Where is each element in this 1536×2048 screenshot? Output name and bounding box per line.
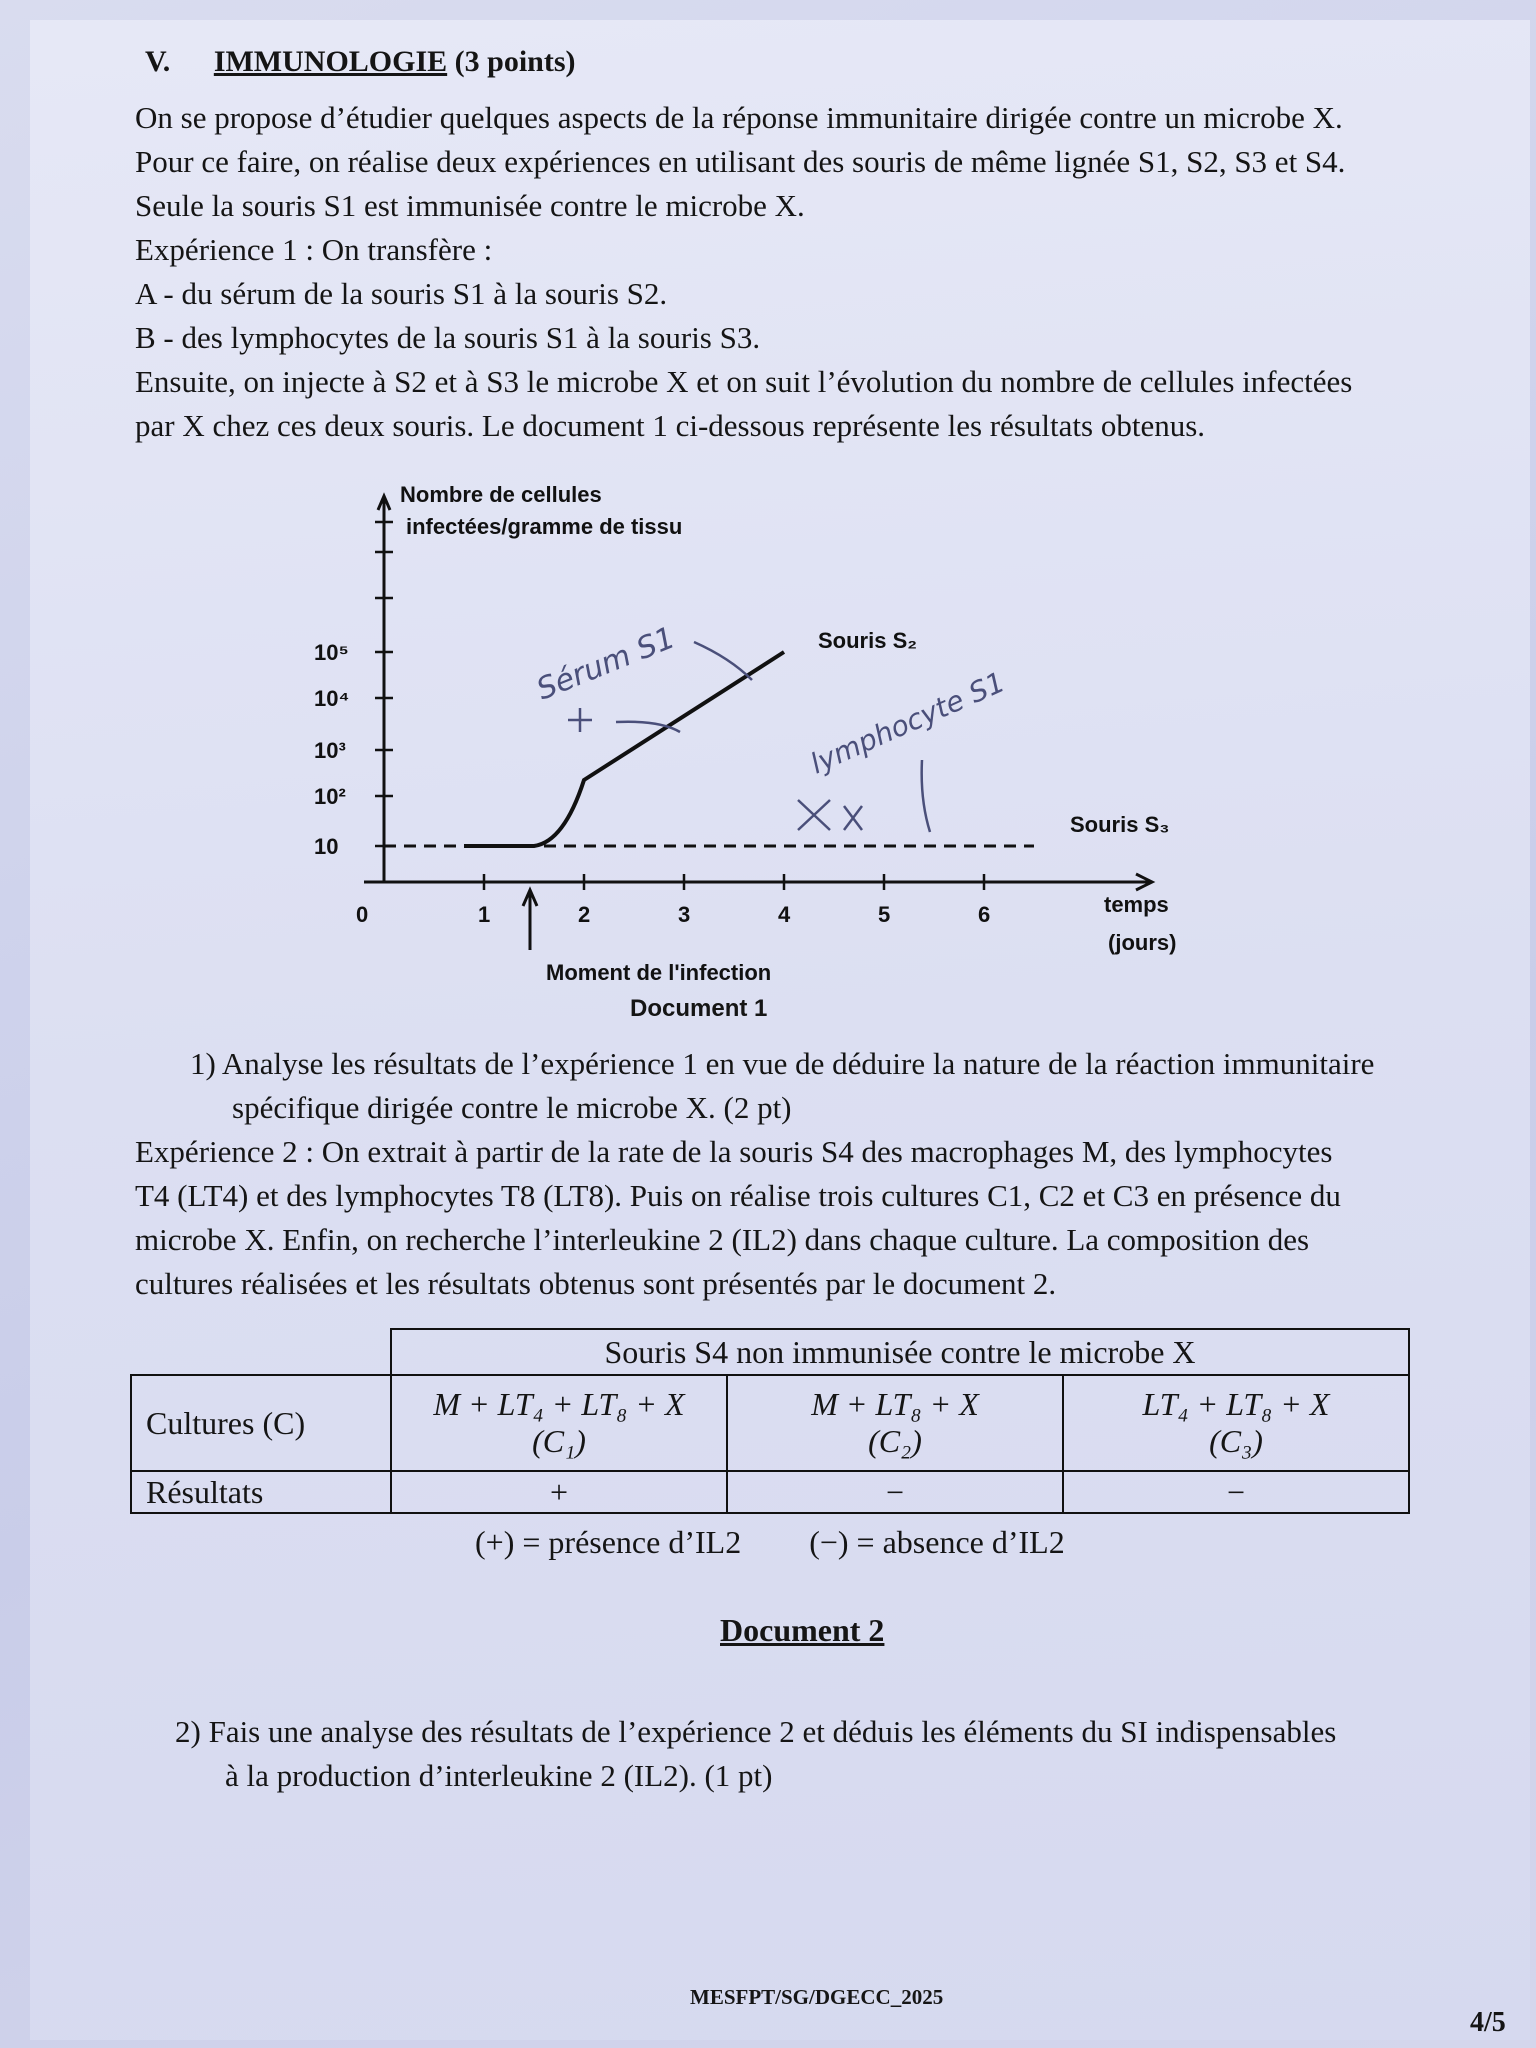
table-header: Souris S4 non immunisée contre le microbe X: [391, 1329, 1409, 1375]
question-1-line: spécifique dirigée contre le microbe X. (2 pt): [232, 1090, 792, 1125]
intro-line: A - du sérum de la souris S1 à la souris S2.: [135, 276, 668, 311]
experience-2-line: cultures réalisées et les résultats obtenus sont présentés par le document 2.: [135, 1266, 1057, 1301]
culture-name: (C₃): [1209, 1423, 1263, 1459]
experience-2-line: T4 (LT4) et des lymphocytes T8 (LT8). Puis on réalise trois cultures C1, C2 et C3 en présence du: [135, 1178, 1341, 1213]
handwritten-arrow: [922, 760, 930, 832]
experience-2-paragraph: [135, 1130, 1341, 1306]
y-tick-label: 10⁴: [314, 686, 350, 711]
intro-line: Ensuite, on injecte à S2 et à S3 le microbe X et on suit l’évolution du nombre de cellules infectées: [135, 364, 1353, 399]
handwritten-lymphocyte: lymphocyte S1: [805, 665, 1010, 781]
document1-chart: [300, 470, 1200, 1030]
document2-caption: Document 2: [720, 1612, 885, 1648]
result-c1: +: [391, 1471, 727, 1513]
intro-line: B - des lymphocytes de la souris S1 à la souris S3.: [135, 320, 761, 355]
culture-c2: [727, 1375, 1063, 1471]
x-tick-label: 6: [978, 902, 991, 927]
question-1: [190, 1042, 1374, 1130]
y-axis-title: Nombre de cellules: [400, 482, 602, 507]
x-axis-title: temps: [1104, 892, 1169, 917]
x-tick-label: 1: [478, 902, 491, 927]
page-number: 4/5: [1470, 2007, 1506, 2038]
question-2-line: à la production d’interleukine 2 (IL2). (1 pt): [225, 1758, 773, 1793]
x-tick-label: 2: [578, 902, 591, 927]
question-2-line: 2) Fais une analyse des résultats de l’expérience 2 et déduis les éléments du SI indispensables: [175, 1714, 1337, 1749]
document1-caption: Document 1: [630, 995, 768, 1022]
experience-2-line: microbe X. Enfin, on recherche l’interleukine 2 (IL2) dans chaque culture. La composition des: [135, 1222, 1310, 1257]
handwritten-arrow: [694, 642, 752, 680]
handwritten-cross: [798, 800, 862, 830]
results-label: Résultats: [131, 1471, 391, 1513]
legend-plus: (+) = présence d’IL2: [475, 1524, 742, 1560]
table-legend: [475, 1524, 1065, 1561]
handwritten-cross: [568, 708, 592, 732]
y-axis-title: infectées/gramme de tissu: [406, 514, 683, 539]
series-s3-label: Souris S₃: [1070, 812, 1170, 837]
y-tick-label: 10⁵: [314, 640, 349, 665]
section-number: V.: [145, 45, 171, 78]
intro-paragraph: [135, 96, 1352, 448]
intro-line: Expérience 1 : On transfère :: [135, 232, 493, 267]
culture-name: (C₁): [532, 1423, 586, 1459]
x-tick-label: 4: [778, 902, 791, 927]
y-tick-label: 10²: [314, 784, 346, 809]
x-axis-title: (jours): [1108, 930, 1177, 955]
question-1-line: 1) Analyse les résultats de l’expérience 1 en vue de déduire la nature de la réaction immunitaire: [190, 1046, 1375, 1081]
intro-line: Seule la souris S1 est immunisée contre le microbe X.: [135, 188, 805, 223]
footer-code: MESFPT/SG/DGECC_2025: [690, 1985, 944, 2009]
x-tick-label: 5: [878, 902, 891, 927]
series-s2-line: [464, 652, 784, 846]
result-c2: −: [727, 1471, 1063, 1513]
question-2: [175, 1710, 1336, 1798]
intro-line: par X chez ces deux souris. Le document 1 ci-dessous représente les résultats obtenus.: [135, 408, 1206, 443]
culture-c1: [391, 1375, 727, 1471]
intro-line: Pour ce faire, on réalise deux expériences en utilisant des souris de même lignée S1, S2, S3 et S4.: [135, 144, 1346, 179]
handwritten-serum: Sérum S1: [531, 620, 681, 708]
culture-c3: [1063, 1375, 1409, 1471]
culture-composition: M + LT₄ + LT₈ + X: [433, 1386, 685, 1422]
infection-label: Moment de l'infection: [546, 960, 772, 985]
x-tick-label: 0: [356, 902, 369, 927]
culture-composition: LT₄ + LT₈ + X: [1142, 1386, 1330, 1422]
x-tick-label: 3: [678, 902, 691, 927]
culture-name: (C₂): [868, 1423, 922, 1459]
section-points: (3 points): [454, 45, 576, 78]
section-name: IMMUNOLOGIE: [213, 45, 448, 78]
experience-2-line: Expérience 2 : On extrait à partir de la rate de la souris S4 des macrophages M, des lymphocytes: [135, 1134, 1333, 1169]
intro-line: On se propose d’étudier quelques aspects de la réponse immunitaire dirigée contre un microbe X.: [135, 100, 1343, 135]
culture-composition: M + LT₈ + X: [811, 1386, 979, 1422]
section-title: [145, 40, 576, 84]
result-c3: −: [1063, 1471, 1409, 1513]
legend-minus: (−) = absence d’IL2: [809, 1524, 1065, 1560]
y-tick-label: 10: [314, 834, 339, 859]
cultures-label: Cultures (C): [131, 1375, 391, 1471]
document2-table: [130, 1328, 1410, 1514]
series-s2-label: Souris S₂: [818, 628, 918, 653]
y-tick-label: 10³: [314, 738, 346, 763]
